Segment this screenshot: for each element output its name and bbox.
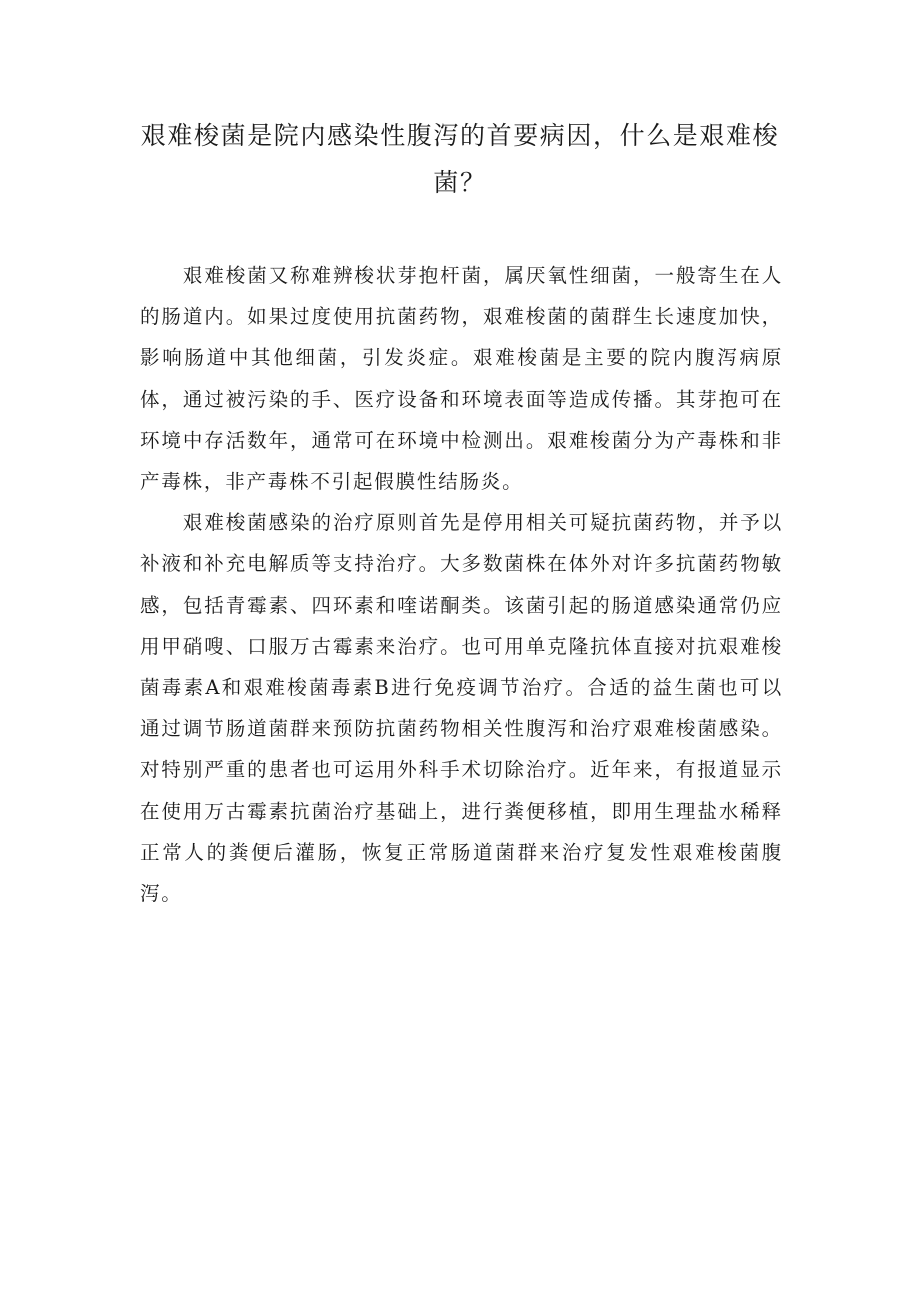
document-body (140, 255, 783, 914)
paragraph-treatment: 艰难梭菌感染的治疗原则首先是停用相关可疑抗菌药物，并予以补液和补充电解质等支持治疗。大多数菌株在体外对许多抗菌药物敏感，包括青霉素、四环素和喹诺酮类。该菌引起的肠道感染通常仍应用甲硝嗖、口服万古霉素来治疗。也可用单克隆抗体直接对抗艰难梭菌毒素A和艰难梭菌毒素B进行免疫调节治疗。合适的益生菌也可以通过调节肠道菌群来预防抗菌药物相关性腹泻和治疗艰难梭菌感染。对特别严重的患者也可运用外科手术切除治疗。近年来，有报道显示在使用万古霉素抗菌治疗基础上，进行粪便移植，即用生理盐水稀释正常人的粪便后灌肠，恢复正常肠道菌群来治疗复发性艰难梭菌腹泻。 (140, 511, 783, 906)
paragraph-intro: 艰难梭菌又称难辨梭状芽抱杆菌，属厌氧性细菌，一般寄生在人的肠道内。如果过度使用抗菌药物，艰难梭菌的菌群生长速度加快，影响肠道中其他细菌，引发炎症。艰难梭菌是主要的院内腹泻病原体，通过被污染的手、医疗设备和环境表面等造成传播。其芽抱可在环境中存活数年，通常可在环境中检测出。艰难梭菌分为产毒株和非产毒株，非产毒株不引起假膜性结肠炎。 (140, 264, 783, 494)
page-title: 艰难梭菌是院内感染性腹泻的首要病因，什么是艰难梭菌？ (140, 121, 780, 197)
